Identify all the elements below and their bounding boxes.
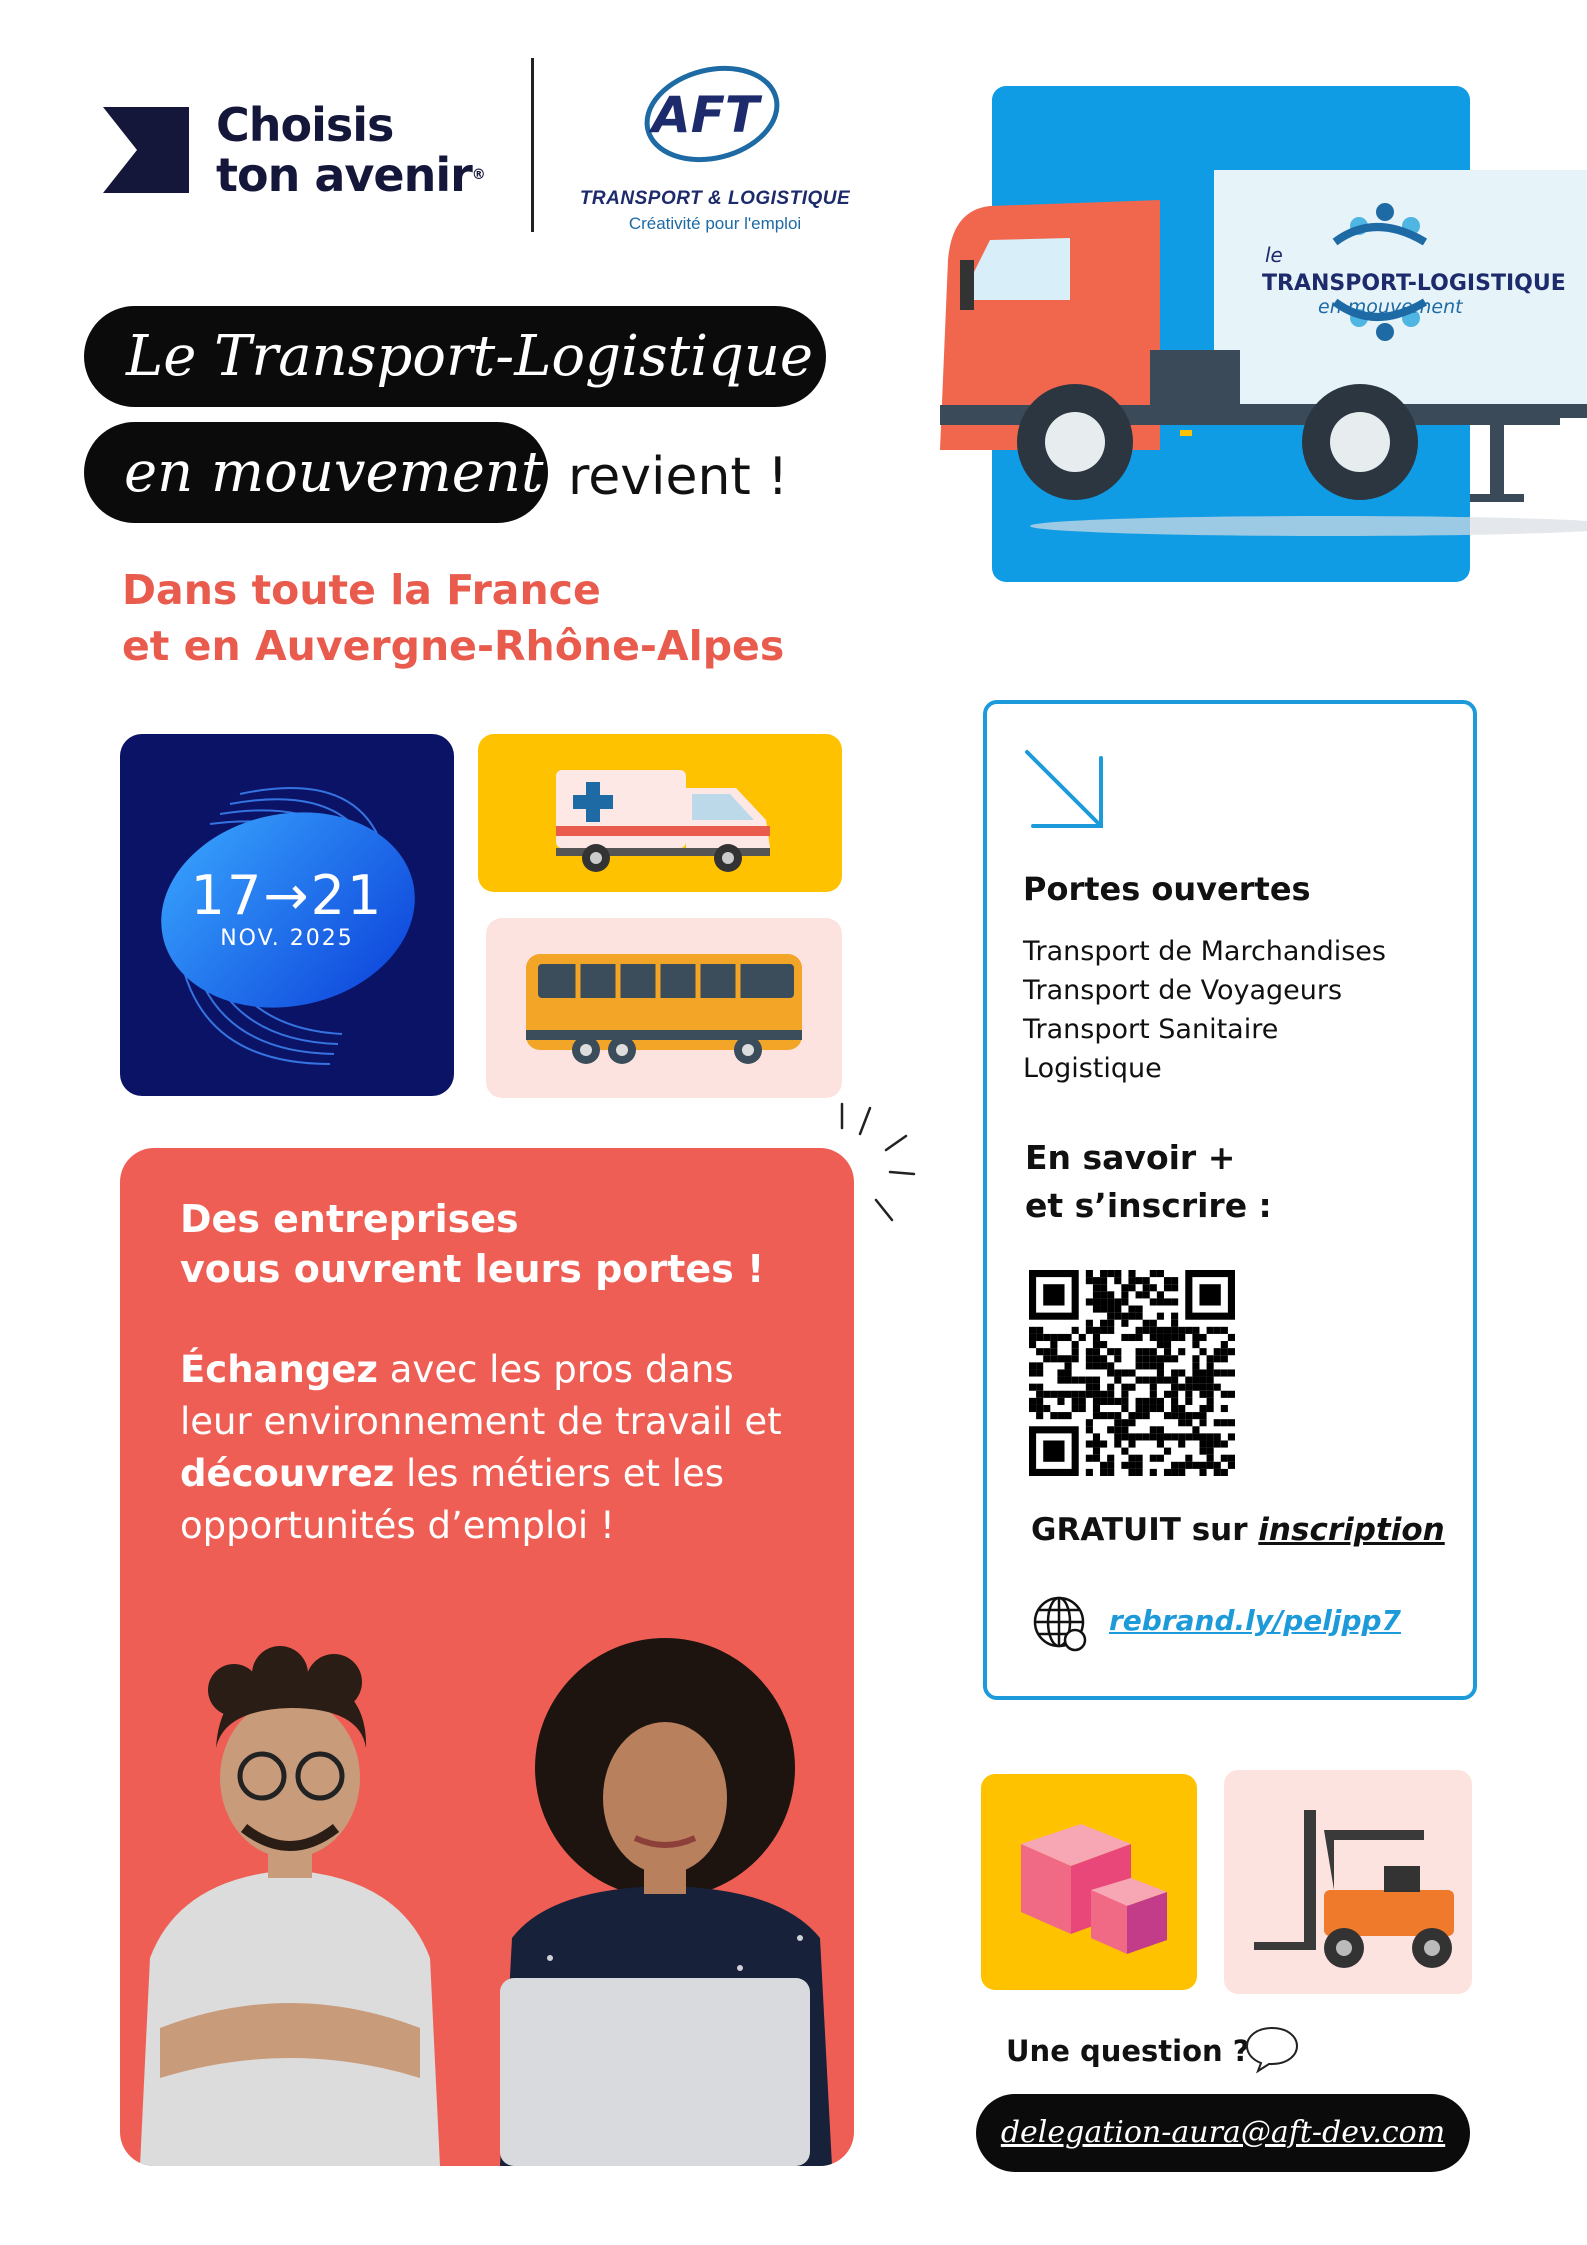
learn-more-line2: et s’inscrire :: [1025, 1186, 1272, 1225]
list-item: Transport Sanitaire: [1023, 1014, 1279, 1045]
subtitle-line2: et en Auvergne-Rhône-Alpes: [122, 622, 785, 670]
inscription-link[interactable]: inscription: [1258, 1512, 1445, 1548]
aft-tagline: TRANSPORT & LOGISTIQUE: [579, 188, 851, 209]
title-suffix: revient !: [568, 447, 789, 507]
learn-more-heading: [1025, 1134, 1272, 1230]
gratuit-label: GRATUIT sur: [1031, 1512, 1259, 1548]
body-text-2: les métiers et les opportunités d’emploi !: [180, 1452, 725, 1547]
truck-illustration: [930, 150, 1587, 540]
aft-slogan: Créativité pour l'emploi: [628, 214, 802, 233]
body-bold-decouvrez: découvrez: [180, 1452, 395, 1495]
people-photo: [120, 1638, 854, 2166]
coral-heading: [180, 1194, 764, 1294]
brand-line1: Choisis: [216, 98, 394, 152]
email-link[interactable]: delegation-aura@aft-dev.com: [976, 2094, 1470, 2172]
subtitle-line1: Dans toute la France: [122, 566, 601, 614]
date-days: 17→21: [190, 864, 384, 927]
trailer-small-text: le: [1265, 243, 1283, 267]
coral-heading-line2: vous ouvrent leurs portes !: [180, 1247, 765, 1291]
speech-bubble-icon: [1244, 2024, 1300, 2074]
header-divider: [531, 58, 534, 232]
boxes-tile: [981, 1774, 1197, 1990]
ambulance-tile: [478, 734, 842, 892]
arrow-down-right-icon: [1023, 748, 1109, 834]
trailer-title-text: TRANSPORT-LOGISTIQUE: [1262, 271, 1566, 296]
globe-link-icon: [1031, 1594, 1091, 1654]
choisis-ton-avenir-logo: [216, 100, 485, 200]
body-text-1: avec les pros dans leur environnement de travail et: [180, 1348, 782, 1443]
bus-tile: [486, 918, 842, 1098]
coral-heading-line1: Des entreprises: [180, 1197, 519, 1241]
gratuit-text: [1031, 1512, 1445, 1548]
title-pill-2: en mouvement: [84, 422, 548, 523]
bus-illustration: [486, 918, 842, 1098]
info-list: [1023, 932, 1386, 1088]
ambulance-illustration: [478, 734, 842, 892]
brand-reg: ®: [471, 167, 485, 183]
list-item: Transport de Marchandises: [1023, 936, 1386, 967]
trailer-script-text: en mouvement: [1318, 296, 1463, 318]
learn-more-line1: En savoir +: [1025, 1138, 1236, 1177]
aft-logo-text: AFT: [652, 86, 759, 144]
registration-url-link[interactable]: rebrand.ly/peljpp7: [1109, 1604, 1402, 1637]
boxes-illustration: [981, 1774, 1197, 1990]
coral-body: [180, 1344, 800, 1552]
subtitle: [122, 562, 784, 674]
title-pill-1: Le Transport-Logistique: [84, 306, 826, 407]
open-doors-panel: [120, 1148, 854, 2166]
woman-figure: [500, 1638, 832, 2166]
forklift-illustration: [1224, 1770, 1472, 1994]
qr-code-icon[interactable]: [1029, 1270, 1235, 1476]
aft-logo-icon: [630, 56, 790, 176]
list-item: Transport de Voyageurs: [1023, 975, 1343, 1006]
chevron-mark-icon: [103, 107, 189, 193]
info-title: Portes ouvertes: [1023, 870, 1311, 908]
forklift-tile: [1224, 1770, 1472, 1994]
brand-line2: ton avenir: [216, 148, 472, 202]
question-label: Une question ?: [1006, 2034, 1250, 2068]
list-item: Logistique: [1023, 1053, 1162, 1084]
date-month: NOV. 2025: [220, 926, 354, 951]
info-box: [983, 700, 1477, 1700]
date-tile: [120, 734, 454, 1096]
body-bold-echangez: Échangez: [180, 1348, 378, 1391]
man-figure: [140, 1646, 440, 2166]
